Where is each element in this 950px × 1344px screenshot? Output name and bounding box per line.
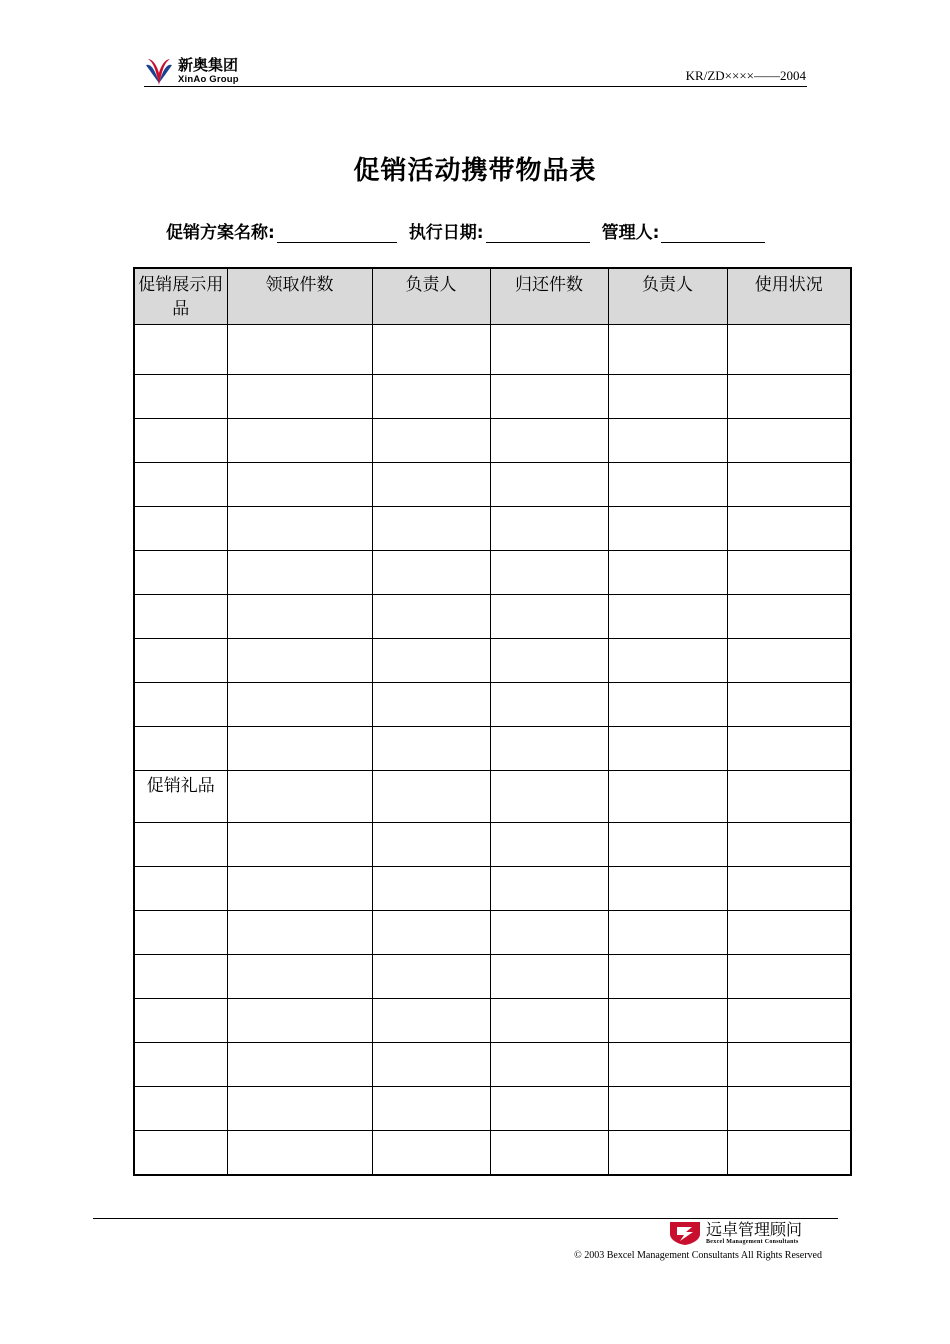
manager-input[interactable]	[661, 224, 765, 243]
exec-date-field	[409, 218, 590, 243]
header-divider	[144, 86, 807, 87]
table-row	[134, 683, 851, 727]
table-cell[interactable]	[490, 823, 608, 867]
table-cell[interactable]	[727, 823, 851, 867]
header-cell: 促销展示用品	[134, 268, 227, 325]
table-row	[134, 1043, 851, 1087]
table-cell[interactable]	[608, 1087, 727, 1131]
table-cell[interactable]	[134, 867, 227, 911]
manager-field	[602, 218, 766, 243]
table-cell[interactable]	[134, 507, 227, 551]
logo-chinese-name: 新奥集团	[178, 55, 239, 74]
header-cell: 归还件数	[490, 268, 608, 325]
header-cell: 领取件数	[227, 268, 372, 325]
table-cell[interactable]	[227, 1131, 372, 1176]
table-cell[interactable]	[727, 911, 851, 955]
table-cell[interactable]	[134, 727, 227, 771]
table-cell[interactable]	[227, 551, 372, 595]
table-cell[interactable]	[227, 683, 372, 727]
exec-date-label: 执行日期:	[408, 223, 484, 243]
table-cell[interactable]	[490, 325, 608, 375]
table-cell[interactable]	[134, 419, 227, 463]
table-cell[interactable]	[372, 1043, 490, 1087]
table-row	[134, 955, 851, 999]
table-cell[interactable]	[608, 823, 727, 867]
table-cell[interactable]	[490, 1087, 608, 1131]
table-cell[interactable]	[727, 999, 851, 1043]
table-cell[interactable]	[490, 551, 608, 595]
table-cell[interactable]	[227, 911, 372, 955]
table-cell[interactable]	[372, 639, 490, 683]
table-cell[interactable]	[372, 325, 490, 375]
table-cell[interactable]	[372, 419, 490, 463]
table-cell[interactable]	[608, 955, 727, 999]
copyright-notice: © 2003 Bexcel Management Consultants All Rights Reserved	[574, 1250, 822, 1261]
table-cell[interactable]	[134, 1087, 227, 1131]
table-cell[interactable]	[490, 639, 608, 683]
table-cell[interactable]	[227, 639, 372, 683]
table-cell[interactable]	[227, 823, 372, 867]
footer-divider	[93, 1218, 838, 1219]
form-fields	[166, 218, 777, 243]
exec-date-input[interactable]	[486, 224, 590, 243]
table-cell[interactable]	[372, 955, 490, 999]
table-row	[134, 867, 851, 911]
manager-label: 管理人:	[601, 223, 660, 243]
table-cell[interactable]	[134, 595, 227, 639]
table-cell[interactable]	[608, 867, 727, 911]
table-cell[interactable]	[727, 639, 851, 683]
table-cell[interactable]	[372, 771, 490, 823]
table-cell[interactable]	[608, 639, 727, 683]
table-cell[interactable]	[372, 551, 490, 595]
table-cell[interactable]	[134, 1043, 227, 1087]
plan-name-label: 促销方案名称:	[166, 223, 275, 243]
table-cell[interactable]	[490, 955, 608, 999]
table-cell[interactable]	[372, 867, 490, 911]
table-cell[interactable]	[134, 325, 227, 375]
table-cell[interactable]	[608, 999, 727, 1043]
table-cell[interactable]	[727, 1131, 851, 1176]
table-cell[interactable]	[227, 867, 372, 911]
table-cell[interactable]	[227, 463, 372, 507]
table-cell[interactable]	[134, 911, 227, 955]
table-row	[134, 419, 851, 463]
table-cell[interactable]	[608, 1131, 727, 1176]
table-cell[interactable]	[608, 551, 727, 595]
table-cell[interactable]	[372, 683, 490, 727]
category-gift-items: 促销礼品	[134, 771, 227, 823]
table-cell[interactable]	[227, 999, 372, 1043]
table-cell[interactable]	[490, 683, 608, 727]
table-cell[interactable]	[727, 375, 851, 419]
document-code: KR/ZD××××——2004	[685, 68, 806, 83]
table-row	[134, 823, 851, 867]
footer-brand-cn: 远卓管理顾问	[706, 1220, 803, 1239]
table-header-row	[134, 268, 851, 325]
table-cell[interactable]	[227, 727, 372, 771]
bexcel-logo-icon	[668, 1220, 702, 1246]
table-cell[interactable]	[227, 955, 372, 999]
table-row	[134, 551, 851, 595]
table-cell[interactable]	[490, 771, 608, 823]
table-cell[interactable]	[608, 727, 727, 771]
header-cell: 负责人	[372, 268, 490, 325]
table-cell[interactable]	[608, 325, 727, 375]
table-cell[interactable]	[372, 823, 490, 867]
table-cell[interactable]	[134, 463, 227, 507]
table-cell[interactable]	[372, 727, 490, 771]
table-cell[interactable]	[227, 771, 372, 823]
header-cell: 使用状况	[727, 268, 851, 325]
table-cell[interactable]	[727, 595, 851, 639]
plan-name-input[interactable]	[277, 224, 397, 243]
table-cell[interactable]	[727, 867, 851, 911]
table-row-gifts	[134, 771, 851, 823]
table-cell[interactable]	[490, 463, 608, 507]
table-cell[interactable]	[490, 507, 608, 551]
table-cell[interactable]	[727, 955, 851, 999]
table-cell[interactable]	[134, 683, 227, 727]
table-cell[interactable]	[134, 375, 227, 419]
table-row	[134, 375, 851, 419]
table-cell[interactable]	[227, 507, 372, 551]
table-cell[interactable]	[490, 375, 608, 419]
company-logo	[144, 54, 239, 88]
table-cell[interactable]	[134, 551, 227, 595]
table-cell[interactable]	[490, 595, 608, 639]
table-row	[134, 727, 851, 771]
table-cell[interactable]	[227, 375, 372, 419]
table-cell[interactable]	[134, 639, 227, 683]
table-cell[interactable]	[490, 999, 608, 1043]
table-cell[interactable]	[134, 823, 227, 867]
table-cell[interactable]	[134, 999, 227, 1043]
table-cell[interactable]	[608, 1043, 727, 1087]
logo-english-name: XinAo Group	[178, 73, 239, 85]
table-cell[interactable]	[134, 955, 227, 999]
table-cell[interactable]	[727, 1043, 851, 1087]
table-cell[interactable]	[608, 507, 727, 551]
table-cell[interactable]	[608, 463, 727, 507]
table-cell[interactable]	[227, 1043, 372, 1087]
table-cell[interactable]	[608, 911, 727, 955]
table-cell[interactable]	[727, 683, 851, 727]
table-cell[interactable]	[227, 595, 372, 639]
table-cell[interactable]	[372, 1087, 490, 1131]
table-row	[134, 999, 851, 1043]
table-cell[interactable]	[727, 551, 851, 595]
table-cell[interactable]	[372, 595, 490, 639]
table-cell[interactable]	[372, 999, 490, 1043]
table-cell[interactable]	[372, 911, 490, 955]
table-cell[interactable]	[490, 1043, 608, 1087]
table-cell[interactable]	[227, 325, 372, 375]
footer-logo	[668, 1220, 802, 1246]
table-cell[interactable]	[608, 595, 727, 639]
table-cell[interactable]	[608, 419, 727, 463]
table-cell[interactable]	[608, 375, 727, 419]
table-cell[interactable]	[727, 1087, 851, 1131]
table-cell[interactable]	[490, 867, 608, 911]
table-cell[interactable]	[727, 507, 851, 551]
table-cell[interactable]	[372, 463, 490, 507]
table-cell[interactable]	[490, 419, 608, 463]
table-cell[interactable]	[372, 375, 490, 419]
table-row	[134, 911, 851, 955]
table-row	[134, 1087, 851, 1131]
table-cell[interactable]	[372, 1131, 490, 1176]
table-cell[interactable]	[227, 1087, 372, 1131]
table-cell[interactable]	[727, 771, 851, 823]
table-cell[interactable]	[727, 325, 851, 375]
table-cell[interactable]	[227, 419, 372, 463]
table-row	[134, 463, 851, 507]
table-cell[interactable]	[134, 1131, 227, 1176]
table-cell[interactable]	[727, 727, 851, 771]
table-cell[interactable]	[727, 419, 851, 463]
table-cell[interactable]	[727, 463, 851, 507]
table-cell[interactable]	[490, 1131, 608, 1176]
table-row	[134, 325, 851, 375]
items-table	[133, 267, 852, 1176]
plan-name-field	[166, 218, 397, 243]
page-title: 促销活动携带物品表	[353, 156, 597, 186]
footer-brand-en: Bexcel Management Consultants	[706, 1239, 799, 1245]
table-cell[interactable]	[608, 683, 727, 727]
table-cell[interactable]	[608, 771, 727, 823]
table-row	[134, 639, 851, 683]
table-row	[134, 507, 851, 551]
table-cell[interactable]	[490, 911, 608, 955]
table-cell[interactable]	[490, 727, 608, 771]
table-cell[interactable]	[372, 507, 490, 551]
header-cell: 负责人	[608, 268, 727, 325]
xinao-logo-icon	[144, 55, 174, 87]
table-row	[134, 595, 851, 639]
table-row	[134, 1131, 851, 1176]
